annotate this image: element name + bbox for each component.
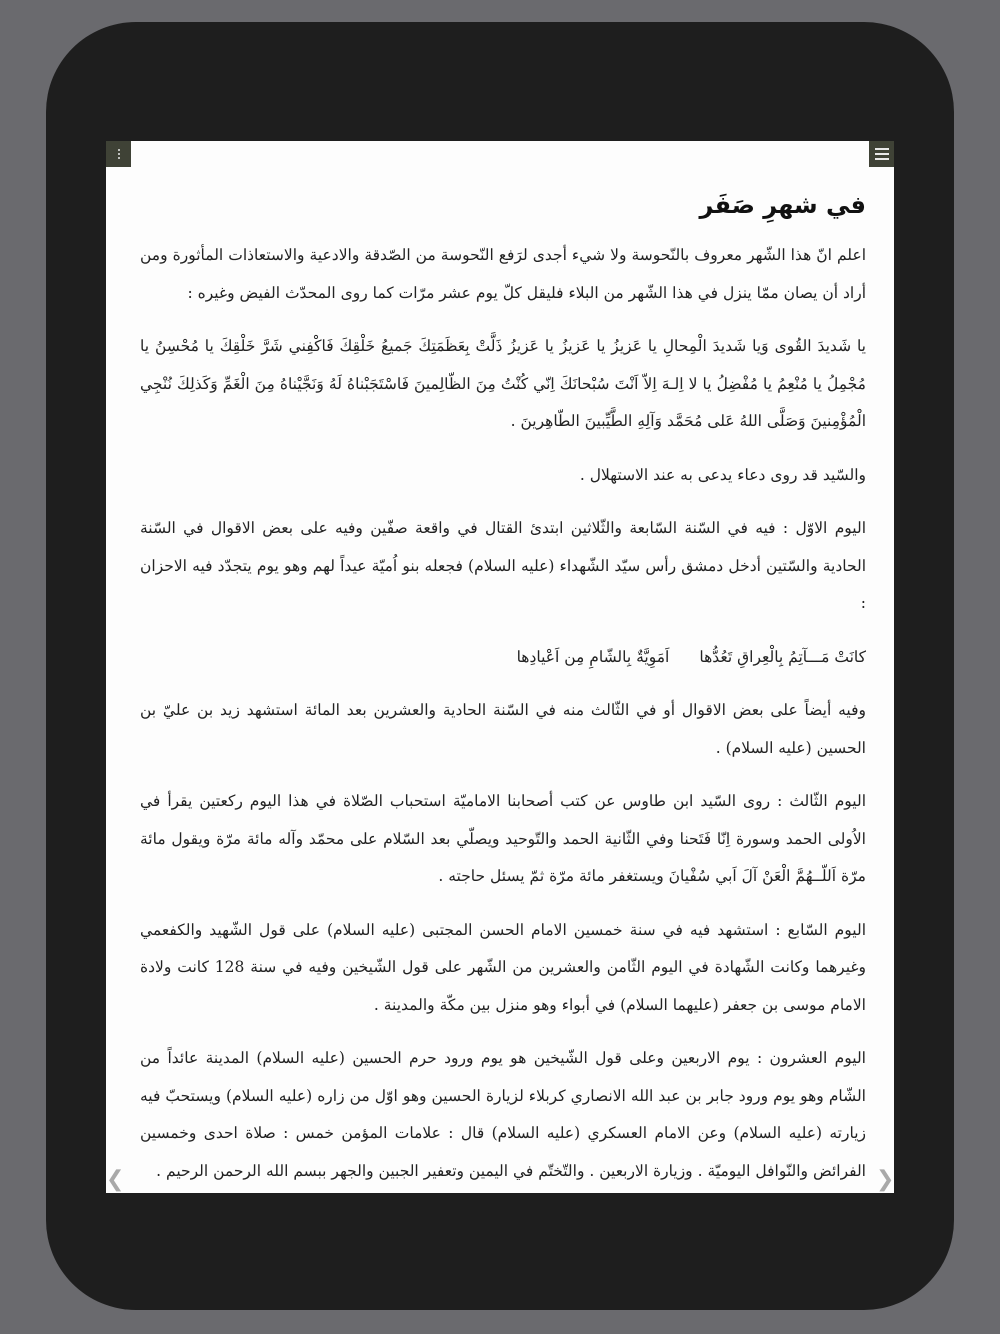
- hamburger-icon: [875, 148, 889, 160]
- chevron-left-icon[interactable]: ❮: [106, 1167, 125, 1192]
- paragraph: اليوم الاوّل : فيه في السّنة السّابعة والثّلاثين ابتدئ القتال في واقعة صفّين وفيه على بعض الاقوال في السّنة الحادية والسّتين أدخل دمشق رأس سيّد الشّهداء (عليه السلام) فجعله بنو اُميّة عيداً لهم وهو يوم يتجدّد فيه الاحزان :: [140, 519, 866, 612]
- supplication-paragraph: يا شَديدَ القُوى وَيا شَديدَ الْمِحالِ يا عَزيزُ يا عَزيزُ يا عَزيزُ ذَلَّتْ بِعَظَمَتِكَ جَميعُ خَلْقِكَ فَاكْفِني شَرَّ خَلْقِكَ يا مُحْسِنُ يا مُجْمِلُ يا مُنْعِمُ يا مُفْضِلُ يا لا اِلـهَ اِلاّ اَنْتَ سُبْحانَكَ اِنّي كُنْتُ مِنَ الظّالِمينَ فَاسْتَجَبْناهُ لَهُ وَنَجَّيْناهُ مِنَ الْغَمِّ وَكَذلِكَ نُنْجِي الْمُؤْمِنينَ وَصَلَّى اللهُ عَلى مُحَمَّد وَآلِهِ الطَّيِّبينَ الطّاهِرينَ .: [140, 337, 866, 430]
- menu-button[interactable]: [869, 141, 894, 167]
- paragraph: اعلم انّ هذا الشّهر معروف بالنّحوسة ولا شيء أجدى لرَفع النّحوسة من الصّدقة والادعية والاستعاذات المأثورة ومن أراد أن يصان ممّا ينزل في هذا الشّهر من البلاء فليقل كلّ يوم عشر مرّات كما روى المحدّث الفيض وغيره :: [140, 246, 866, 302]
- poem-verse: [140, 639, 866, 677]
- reader-page[interactable]: [106, 141, 894, 1193]
- more-options-button[interactable]: [106, 141, 131, 167]
- paragraph: وفيه أيضاً على بعض الاقوال أو في الثّالث منه في السّنة الحادية والعشرين بعد المائة استشهد زيد بن عليّ بن الحسين (عليه السلام) .: [140, 701, 866, 757]
- chevron-right-icon[interactable]: ❯: [876, 1167, 894, 1192]
- paragraph: اليوم السّابع : استشهد فيه في سنة خمسين الامام الحسن المجتبى (عليه السلام) على قول الشّهيد والكفعمي وغيرهما وكانت الشّهادة في اليوم الثّامن والعشرين من الشّهر على قول الشّيخين وفيه في سنة 128 كانت ولادة الامام موسى بن جعفر (عليهما السلام) في أبواء وهو منزل بين مكّة والمدينة .: [140, 920, 866, 1014]
- poem-hemistich-first: كانَتْ مَـــآتِمُ بِالْعِراقِ تَعُدُّها: [699, 647, 866, 666]
- paragraph: والسّيد قد روى دعاء يدعى به عند الاستهلال .: [579, 465, 866, 484]
- poem-hemistich-second: اَمَوِيَّةٌ بِالشّامِ مِن اَعْيادِها: [516, 647, 670, 666]
- reader-content: [140, 191, 866, 1193]
- paragraph: اليوم الثّالث : روى السّيد ابن طاوس عن كتب أصحابنا الاماميّة استحباب الصّلاة في هذا اليوم ركعتين يقرأ في الاُولى الحمد وسورة اِنّا فَتَحنا وفي الثّانية الحمد والتّوحيد ويصلّي بعد السّلام على محمّد وآله مائة مرّة ويقول مائة مرّة اَللّــهُمَّ الْعَنْ آلَ اَبي سُفْيانَ ويستغفر مائة مرّة ثمّ يسئل حاجته .: [140, 792, 866, 885]
- vertical-dots-icon: [118, 149, 120, 159]
- paragraph: اليوم العشرون : يوم الاربعين وعلى قول الشّيخين هو يوم ورود حرم الحسين (عليه السلام) المدينة عائداً من الشّام وهو يوم ورود جابر بن عبد الله الانصاري كربلاء لزيارة الحسين وهو اوّل من زاره (عليه السلام) ويستحبّ فيه زيارته (عليه السلام) وعن الامام العسكري (عليه السلام) قال : علامات المؤمن خمس : صلاة احدى وخمسين الفرائض والنّوافل اليوميّة . وزيارة الاربعين . والتّختّم في اليمين وتعفير الجبين والجهر ببسم الله الرحمن الرحيم .: [140, 1049, 866, 1180]
- page-title: في شهرِ صَفَر: [699, 191, 866, 219]
